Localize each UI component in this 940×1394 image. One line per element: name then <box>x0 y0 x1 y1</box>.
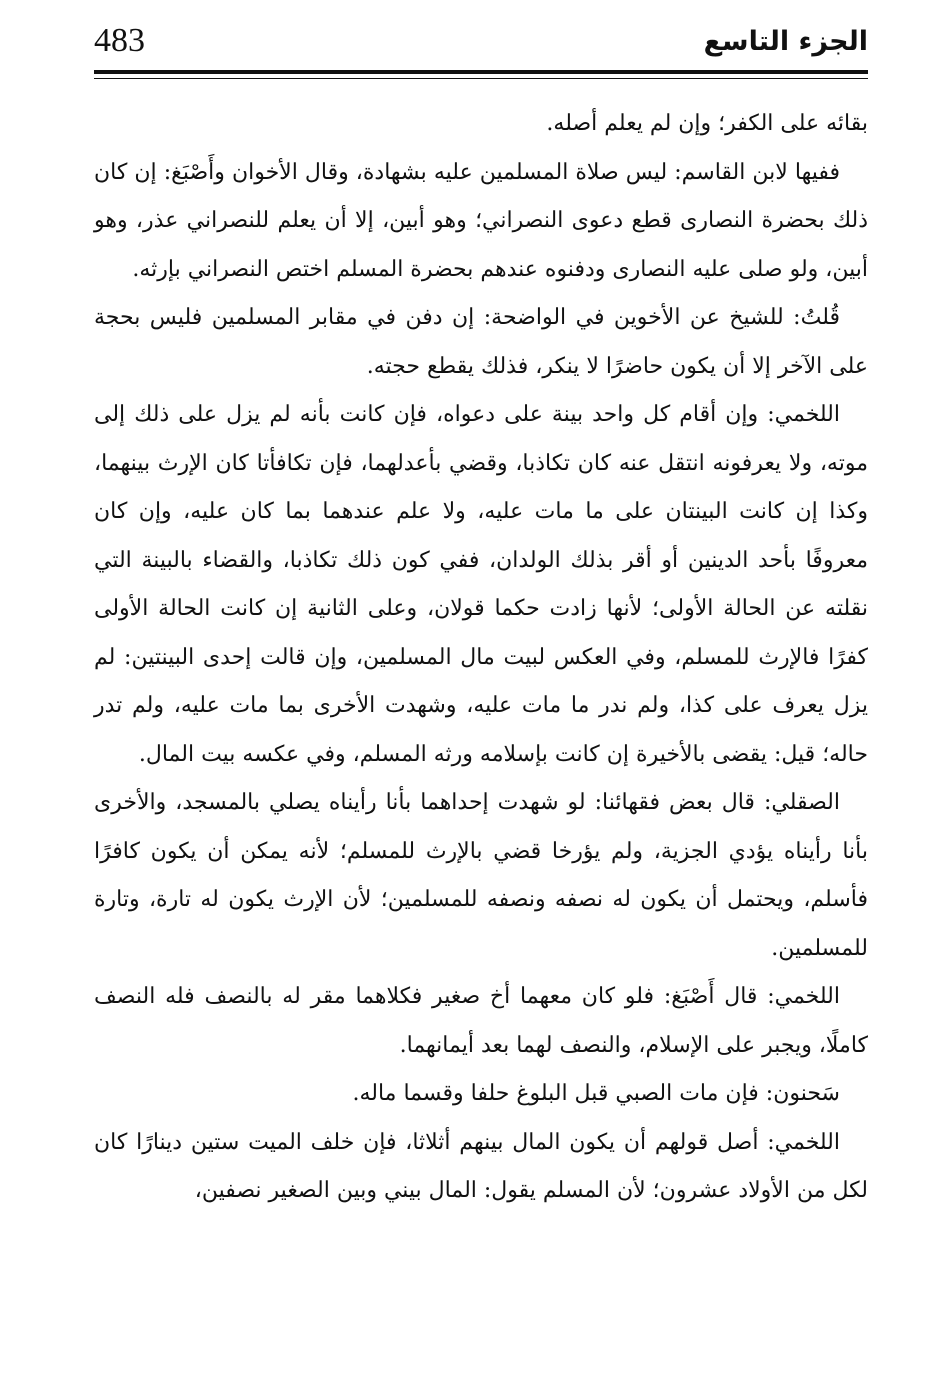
paragraph-6: اللخمي: قال أَصْبَغ: فلو كان معهما أخ صغير فكلاهما مقر له بالنصف فله النصف كاملًا، ويجبر على الإسلام، والنصف لهما بعد أيمانهما. <box>94 984 868 1058</box>
paragraph-2: ففيها لابن القاسم: ليس صلاة المسلمين عليه بشهادة، وقال الأخوان وأَصْبَغ: إن كان ذلك بحضرة النصارى قطع دعوى النصراني؛ وهو أبين، إلا أن يعلم للنصراني عذر، وهو أبين، ولو صلى عليه النصارى ودفنوه عندهم بحضرة المسلم اختص النصراني بإرثه. <box>94 159 869 282</box>
running-title: الجزء التاسع <box>703 26 868 57</box>
paragraph-1: بقائه على الكفر؛ وإن لم يعلم أصله. <box>546 111 868 136</box>
page-number: 483 <box>94 22 145 59</box>
paragraph-5: الصقلي: قال بعض فقهائنا: لو شهدت إحداهما بأنا رأيناه يصلي بالمسجد، والأخرى بأنا رأيناه يؤدي الجزية، ولم يؤرخا قضي بالإرث للمسلم؛ لأنه يمكن أن يكون كافرًا فأسلم، ويحتمل أن يكون له نصفه ونصفه للمسلمين؛ لأن الإرث يكون له تارة، وتارة للمسلمين. <box>94 790 868 961</box>
page-header <box>94 18 868 70</box>
header-rule-thick <box>94 70 868 74</box>
paragraph-3: قُلتُ: للشيخ عن الأخوين في الواضحة: إن دفن في مقابر المسلمين فليس بحجة على الآخر إلا أن يكون حاضرًا لا ينكر، فذلك يقطع حجته. <box>94 305 868 379</box>
paragraph-4: اللخمي: وإن أقام كل واحد بينة على دعواه، فإن كانت بأنه لم يزل على ذلك إلى موته، ولا يعرفونه انتقل عنه كان تكاذبا، وقضي بأعدلهما، فإن تكافأتا كان الإرث بينهما، وكذا إن كانت البينتان على ما مات عليه، ولا علم عندهما بما كان عليه، وإن كان معروفًا بأحد الدينين أو أقر بذلك الولدان، ففي كون ذلك تكاذبا، والقضاء بالبينة التي نقلته عن الحالة الأولى؛ لأنها زادت حكما قولان، وعلى الثانية إن كانت الحالة الأولى كفرًا فالإرث للمسلم، وفي العكس لبيت مال المسلمين، وإن قالت إحدى البينتين: لم يزل يعرف على كذا، ولم ندر ما مات عليه، وشهدت الأخرى بما مات عليه، ولم تدر حاله؛ قيل: يقضى بالأخيرة إن كانت بإسلامه ورثه المسلم، وفي عكسه بيت المال. <box>94 402 868 767</box>
header-rule-thin <box>94 78 868 79</box>
paragraph-7: سَحنون: فإن مات الصبي قبل البلوغ حلفا وقسما ماله. <box>352 1081 840 1106</box>
body-text <box>94 100 868 1216</box>
paragraph-8: اللخمي: أصل قولهم أن يكون المال بينهم أثلاثا، فإن خلف الميت ستين دينارًا كان لكل من الأولاد عشرون؛ لأن المسلم يقول: المال بيني وبين الصغير نصفين، <box>94 1129 868 1203</box>
